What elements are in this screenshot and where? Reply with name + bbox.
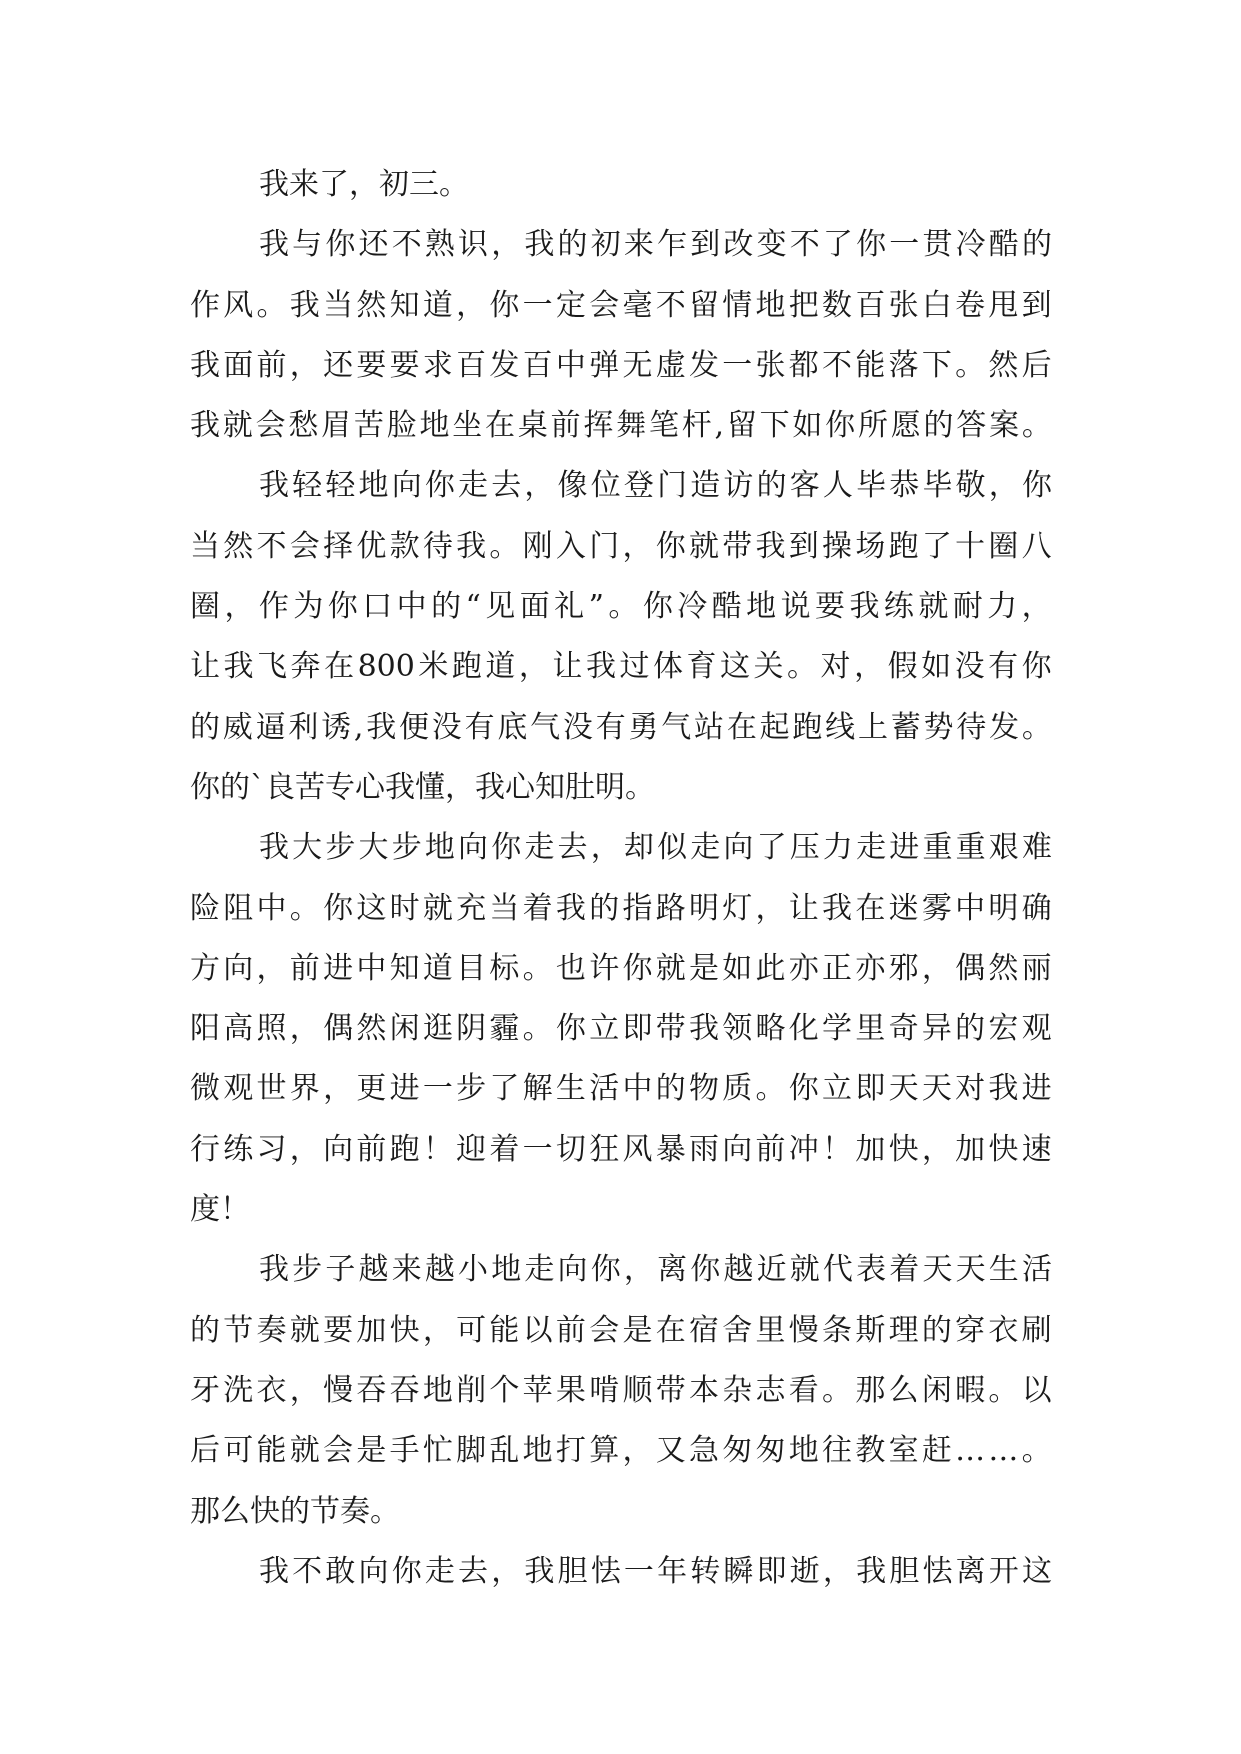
text-line: 的 威 逼 利 诱 , 我 便 没 有 底 气 没 有 勇 气 站 在 起 跑 线 上 蓄 势 待 发 。 xyxy=(190,709,1052,745)
text-line: 行 练 习 ， 向 前 跑 ！ 迎 着 一 切 狂 风 暴 雨 向 前 冲 ！ 加 快 ， 加 快 速 xyxy=(190,1131,1052,1167)
text-line: 让 我 飞 奔 在 800 米 跑 道 ， 让 我 过 体 育 这 关 。 对 ， 假 如 没 有 你 xyxy=(190,649,1052,685)
text-line: 我 就 会 愁 眉 苦 脸 地 坐 在 桌 前 挥 舞 笔 杆 , 留 下 如 你 所 愿 的 答 案 。 xyxy=(190,408,1052,444)
essay-body xyxy=(190,155,1052,1602)
text-line: 后 可 能 就 会 是 手 忙 脚 乱 地 打 算 ， 又 急 匆 匆 地 往 教 室 赶 … … 。 xyxy=(190,1433,1052,1469)
text-line: 我 不 敢 向 你 走 去 ， 我 胆 怯 一 年 转 瞬 即 逝 ， 我 胆 怯 离 开 这 xyxy=(259,1553,1052,1589)
text-line: 我来了，初三。 xyxy=(259,167,469,202)
text-line: 的 节 奏 就 要 加 快 ， 可 能 以 前 会 是 在 宿 舍 里 慢 条 斯 理 的 穿 衣 刷 xyxy=(190,1312,1052,1348)
text-line: 牙 洗 衣 ， 慢 吞 吞 地 削 个 苹 果 啃 顺 带 本 杂 志 看 。 那 么 闲 暇 。 以 xyxy=(190,1372,1052,1408)
text-line: 微 观 世 界 ， 更 进 一 步 了 解 生 活 中 的 物 质 。 你 立 即 天 天 对 我 进 xyxy=(190,1071,1052,1107)
text-line: 当 然 不 会 择 优 款 待 我 。 刚 入 门 ， 你 就 带 我 到 操 场 跑 了 十 圈 八 xyxy=(190,528,1052,564)
text-line: 我 轻 轻 地 向 你 走 去 ， 像 位 登 门 造 访 的 客 人 毕 恭 毕 敬 ， 你 xyxy=(259,468,1052,504)
text-line: 我 面 前 ， 还 要 要 求 百 发 百 中 弹 无 虚 发 一 张 都 不 能 落 下 。 然 后 xyxy=(190,347,1052,383)
text-line: 我 步 子 越 来 越 小 地 走 向 你 ， 离 你 越 近 就 代 表 着 天 天 生 活 xyxy=(259,1252,1052,1288)
text-line: 我 与 你 还 不 熟 识 ， 我 的 初 来 乍 到 改 变 不 了 你 一 贯 冷 酷 的 xyxy=(259,227,1052,263)
text-line: 阳 高 照 ， 偶 然 闲 逛 阴 霾 。 你 立 即 带 我 领 略 化 学 里 奇 异 的 宏 观 xyxy=(190,1011,1052,1047)
text-line: 我 大 步 大 步 地 向 你 走 去 ， 却 似 走 向 了 压 力 走 进 重 重 艰 难 xyxy=(259,830,1052,866)
text-line: 你的`良苦专心我懂，我心知肚明。 xyxy=(190,769,655,805)
text-line: 作 风 。 我 当 然 知 道 ， 你 一 定 会 毫 不 留 情 地 把 数 百 张 白 卷 甩 到 xyxy=(190,287,1052,323)
text-line: 险 阻 中 。 你 这 时 就 充 当 着 我 的 指 路 明 灯 ， 让 我 在 迷 雾 中 明 确 xyxy=(190,890,1052,926)
text-line: 度！ xyxy=(190,1192,250,1228)
text-line: 圈 ， 作 为 你 口 中 的 “ 见 面 礼 ” 。 你 冷 酷 地 说 要 我 练 就 耐 力 ， xyxy=(190,589,1052,625)
text-line: 那么快的节奏。 xyxy=(190,1493,400,1529)
text-line: 方 向 ， 前 进 中 知 道 目 标 。 也 许 你 就 是 如 此 亦 正 亦 邪 ， 偶 然 丽 xyxy=(190,950,1052,986)
